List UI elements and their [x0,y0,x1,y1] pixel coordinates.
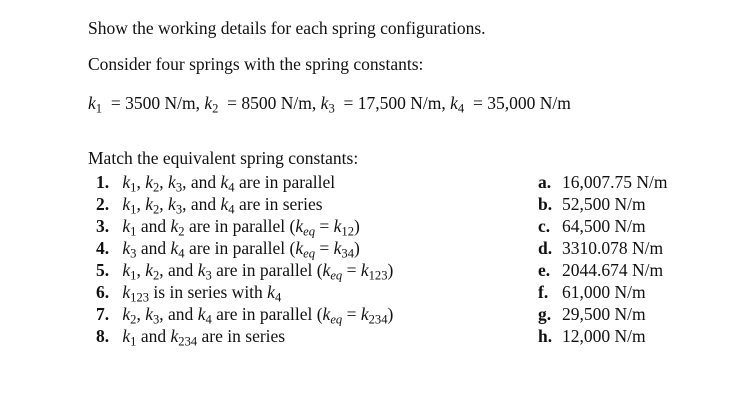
k1-symbol: k [88,93,96,113]
match-item-2: 2. $k_1$, $k_2$, $k_3$, and $k_4$ are in series [96,194,323,217]
match-item-3: 3. $k_1$ and $k_2$ are in parallel $(k_{eq} = k_{12})$ [96,216,360,239]
k4-subscript: 4 [457,101,465,116]
k3-subscript: 3 [328,101,335,116]
match-item-5: 5. $k_1$, $k_2$, and $k_3$ are in parallel $(k_{eq} = k_{123})$ [96,260,394,283]
intro-line-1: Show the working details for each spring configurations. [88,18,486,38]
option-a: a. 16,007.75 N/m [538,172,668,192]
option-e: e. 2044.674 N/m [538,260,664,280]
match-item-1: 1. $k_1$, $k_2$, $k_3$, and $k_4$ are in parallel [96,172,336,195]
k4-value: 35,000 N/m [487,93,571,113]
option-f: f. 61,000 N/m [538,282,646,302]
constants-line: $k_1 = 3500$ N/m, $k_2 = 8500$ N/m, $k_3 = 17,500$ N/m, $k_4 = 35,000$ N/m [88,93,571,116]
option-d: d. 3310.078 N/m [538,238,664,258]
k3-symbol: k [320,93,329,113]
k2-symbol: k [204,93,213,113]
k2-value: 8500 N/m [241,93,312,113]
option-b: b. 52,500 N/m [538,194,646,214]
k1-subscript: 1 [95,101,103,116]
match-item-4: 4. $k_3$ and $k_4$ are in parallel $(k_{eq} = k_{34})$ [96,238,360,261]
k1-value: 3500 N/m [125,93,196,113]
k2-subscript: 2 [212,101,219,116]
option-h: h. 12,000 N/m [538,326,646,346]
match-heading: Match the equivalent spring constants: [88,148,359,168]
intro-line-2: Consider four springs with the spring constants: [88,54,424,74]
k4-symbol: k [450,93,458,113]
match-item-8: 8. $k_1$ and $k_{234}$ are in series [96,326,286,349]
k3-value: 17,500 N/m [357,93,442,113]
match-item-7: 7. $k_2$, $k_3$, and $k_4$ are in parallel $(k_{eq} = k_{234})$ [96,304,394,327]
option-g: g. 29,500 N/m [538,304,646,324]
option-c: c. 64,500 N/m [538,216,646,236]
match-item-6: 6. $k_{123}$ is in series with $k_4$ [96,282,282,305]
